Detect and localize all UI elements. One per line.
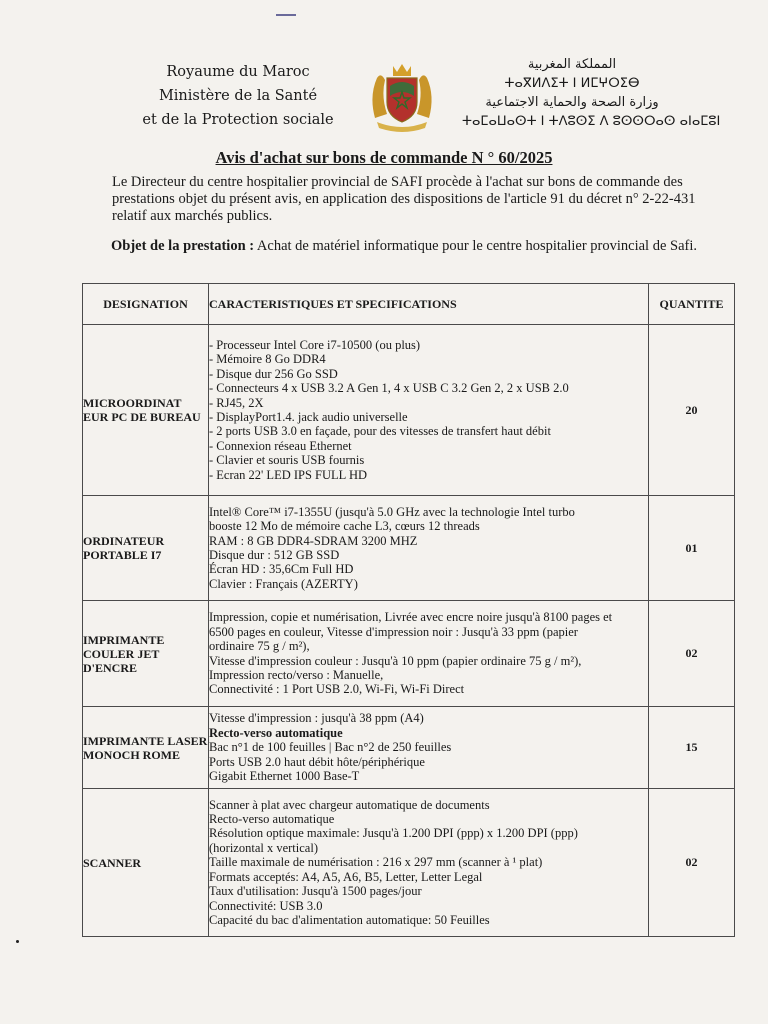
spec-line: - Connexion réseau Ethernet bbox=[209, 438, 352, 453]
spec-line: - Mémoire 8 Go DDR4 bbox=[209, 352, 326, 367]
spec-line: Écran HD : 35,6Cm Full HD bbox=[209, 562, 354, 577]
row-quantity: 02 bbox=[649, 789, 735, 937]
specifications-table bbox=[82, 283, 735, 937]
header-left-line-2: Ministère de la Santé bbox=[158, 88, 318, 104]
row-specifications bbox=[209, 789, 649, 937]
header-right-line-1: المملكة المغربية bbox=[527, 57, 617, 72]
spec-line: - Clavier et souris USB fournis bbox=[209, 453, 365, 468]
spec-line: Scanner à plat avec chargeur automatique de documents bbox=[209, 797, 490, 812]
table-header-row bbox=[83, 284, 735, 325]
row-designation: SCANNER bbox=[83, 789, 209, 937]
header-specifications: CARACTERISTIQUES ET SPECIFICATIONS bbox=[209, 284, 649, 325]
spec-line: Clavier : Français (AZERTY) bbox=[209, 576, 358, 591]
spec-line: RAM : 8 GB DDR4-SDRAM 3200 MHZ bbox=[209, 533, 418, 548]
objet-paragraph bbox=[104, 238, 704, 255]
scan-dot bbox=[16, 940, 19, 943]
row-specifications bbox=[209, 325, 649, 496]
spec-line: - Ecran 22' LED IPS FULL HD bbox=[209, 467, 368, 482]
header-designation: DESIGNATION bbox=[83, 284, 209, 325]
header-right-line-3: وزارة الصحة والحماية الاجتماعية bbox=[485, 95, 659, 110]
spec-line: Recto-verso automatique bbox=[209, 725, 343, 740]
spec-line: - Connecteurs 4 x USB 3.2 A Gen 1, 4 x USB C 3.2 Gen 2, 2 x USB 2.0 bbox=[209, 381, 569, 396]
spec-line: Gigabit Ethernet 1000 Base-T bbox=[209, 769, 360, 784]
spec-line: Connectivité: USB 3.0 bbox=[209, 898, 323, 913]
spec-line: Bac n°1 de 100 feuilles | Bac n°2 de 250 feuilles bbox=[209, 740, 452, 755]
spec-line: Résolution optique maximale: Jusqu'à 1.200 DPI (ppp) x 1.200 DPI (ppp) bbox=[209, 826, 578, 841]
spec-line: Connectivité : 1 Port USB 2.0, Wi-Fi, Wi-Fi Direct bbox=[209, 682, 465, 697]
row-designation: IMPRIMANTE COULER JET D'ENCRE bbox=[83, 601, 209, 707]
spec-line: (horizontal x vertical) bbox=[209, 840, 318, 855]
row-quantity: 02 bbox=[649, 601, 735, 707]
spec-line: ordinaire 75 g / m²), bbox=[209, 639, 310, 654]
spec-line: - 2 ports USB 3.0 en façade, pour des vitesses de transfert haut débit bbox=[209, 424, 551, 439]
spec-line: Formats acceptés: A4, A5, A6, B5, Letter, Letter Legal bbox=[209, 869, 483, 884]
spec-line: 6500 pages en couleur, Vitesse d'impression noir : Jusqu'à 33 ppm (papier bbox=[209, 624, 578, 639]
spec-line: Impression, copie et numérisation, Livrée avec encre noire jusqu'à 8100 pages et bbox=[209, 610, 613, 625]
table-row bbox=[83, 789, 735, 937]
coat-of-arms-icon bbox=[365, 56, 439, 132]
spec-line: - Processeur Intel Core i7-10500 (ou plus) bbox=[209, 337, 421, 352]
spec-line: Intel® Core™ i7-1355U (jusqu'à 5.0 GHz avec la technologie Intel turbo bbox=[209, 504, 575, 519]
spec-line: Ports USB 2.0 haut débit hôte/périphérique bbox=[209, 754, 425, 769]
objet-label: Objet de la prestation : bbox=[110, 238, 255, 254]
table-row bbox=[83, 496, 735, 601]
table-row bbox=[83, 707, 735, 789]
objet-text: Achat de matériel informatique pour le centre hospitalier provincial de Safi. bbox=[254, 238, 698, 254]
header-left bbox=[138, 60, 338, 132]
spec-line: Taille maximale de numérisation : 216 x 297 mm (scanner à ¹ plat) bbox=[209, 855, 543, 870]
spec-line: Vitesse d'impression couleur : Jusqu'à 10 ppm (papier ordinaire 75 g / m²), bbox=[209, 653, 582, 668]
header-left-line-3: et de la Protection sociale bbox=[142, 112, 334, 128]
spec-line: Taux d'utilisation: Jusqu'à 1500 pages/jour bbox=[209, 884, 422, 899]
spec-line: - Disque dur 256 Go SSD bbox=[209, 366, 338, 381]
spec-line: Vitesse d'impression : jusqu'à 38 ppm (A4) bbox=[209, 711, 424, 726]
row-quantity: 01 bbox=[649, 496, 735, 601]
row-designation: MICROORDINAT EUR PC DE BUREAU bbox=[83, 325, 209, 496]
row-designation: ORDINATEUR PORTABLE I7 bbox=[83, 496, 209, 601]
spec-line: Recto-verso automatique bbox=[209, 812, 335, 827]
header-right bbox=[462, 55, 721, 131]
table-row bbox=[83, 325, 735, 496]
row-specifications bbox=[209, 601, 649, 707]
header-right-line-4: ⵜⴰⵎⴰⵡⴰⵙⵜ ⵏ ⵜⴷⵓⵙⵉ ⴷ ⵓⵙⵙⵔⴰⵙ ⴰⵏⴰⵎⵓⵏ bbox=[462, 114, 721, 129]
header-quantity: QUANTITE bbox=[649, 284, 735, 325]
intro-paragraph: Le Directeur du centre hospitalier provincial de SAFI procède à l'achat sur bons de commande des prestations objet du présent avis, en application des dispositions de l'article 91 du décret n° 2-22-431 relatif aux marchés publics. bbox=[112, 174, 696, 224]
scan-mark bbox=[276, 14, 296, 16]
row-specifications bbox=[209, 496, 649, 601]
row-quantity: 20 bbox=[649, 325, 735, 496]
spec-line: Impression recto/verso : Manuelle, bbox=[209, 667, 384, 682]
spec-line: booste 12 Mo de mémoire cache L3, cœurs 12 threads bbox=[209, 519, 480, 534]
spec-line: - DisplayPort1.4. jack audio universelle bbox=[209, 410, 408, 424]
table-row bbox=[83, 601, 735, 707]
row-quantity: 15 bbox=[649, 707, 735, 789]
row-designation: IMPRIMANTE LASER MONOCH ROME bbox=[83, 707, 209, 789]
header-left-line-1: Royaume du Maroc bbox=[166, 64, 310, 80]
document-title: Avis d'achat sur bons de commande N ° 60/2025 bbox=[215, 148, 553, 167]
spec-line: Capacité du bac d'alimentation automatique: 50 Feuilles bbox=[209, 912, 490, 927]
header-right-line-2: ⵜⴰⴳⵍⴷⵉⵜ ⵏ ⵍⵎⵖⵔⵉⴱ bbox=[504, 76, 640, 91]
row-specifications bbox=[209, 707, 649, 789]
spec-line: - RJ45, 2X bbox=[209, 395, 264, 410]
spec-line: Disque dur : 512 GB SSD bbox=[209, 548, 340, 562]
